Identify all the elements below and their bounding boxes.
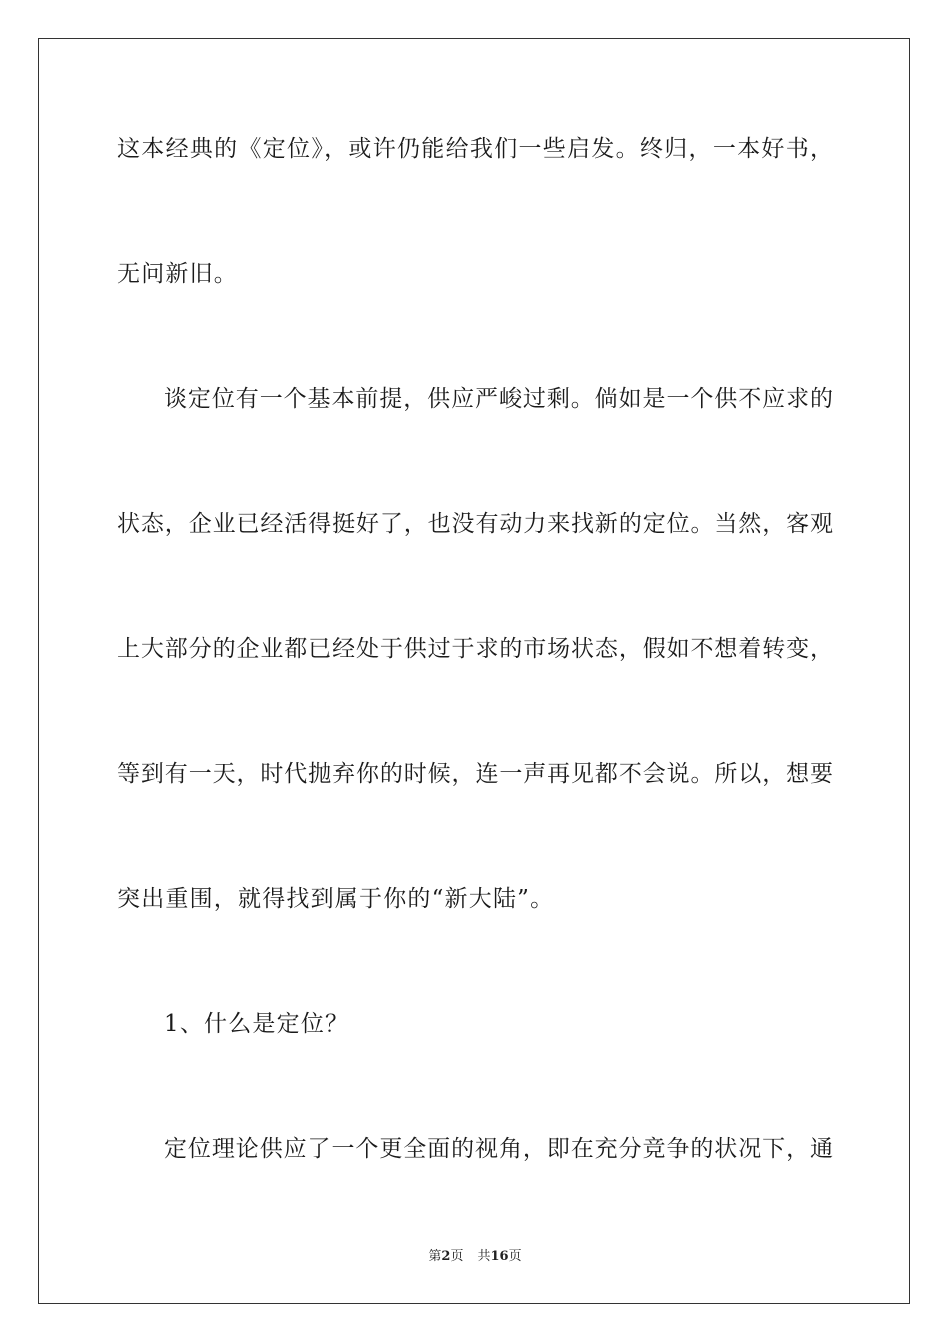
paragraph-line-1: 这本经典的《定位》，或许仍能给我们一些启发。终归，一本好书，: [117, 136, 833, 162]
page-prefix: 第: [428, 1249, 442, 1264]
paragraph-line-6: 等到有一天，时代抛弃你的时候，连一声再见都不会说。所以，想要: [117, 761, 833, 787]
total-pages: 16: [490, 1249, 509, 1264]
total-prefix: 共: [477, 1249, 491, 1264]
paragraph-line-3: 谈定位有一个基本前提，供应严峻过剩。倘如是一个供不应求的: [164, 386, 833, 412]
paragraph-line-5: 上大部分的企业都已经处于供过于求的市场状态，假如不想着转变，: [117, 636, 833, 662]
paragraph-line-2: 无问新旧。: [117, 261, 238, 287]
section-heading: 1、什么是定位？: [164, 1011, 350, 1037]
paragraph-line-7: 突出重围，就得找到属于你的“新大陆”。: [117, 886, 555, 912]
paragraph-line-9: 定位理论供应了一个更全面的视角，即在充分竞争的状况下，通: [164, 1136, 833, 1162]
paragraph-line-4: 状态，企业已经活得挺好了，也没有动力来找新的定位。当然，客观: [117, 511, 833, 537]
page-suffix: 页: [450, 1249, 464, 1264]
page-number: 2: [441, 1249, 451, 1264]
total-suffix: 页: [508, 1249, 522, 1264]
page-footer: [0, 1248, 950, 1266]
page-border: [38, 38, 910, 1304]
